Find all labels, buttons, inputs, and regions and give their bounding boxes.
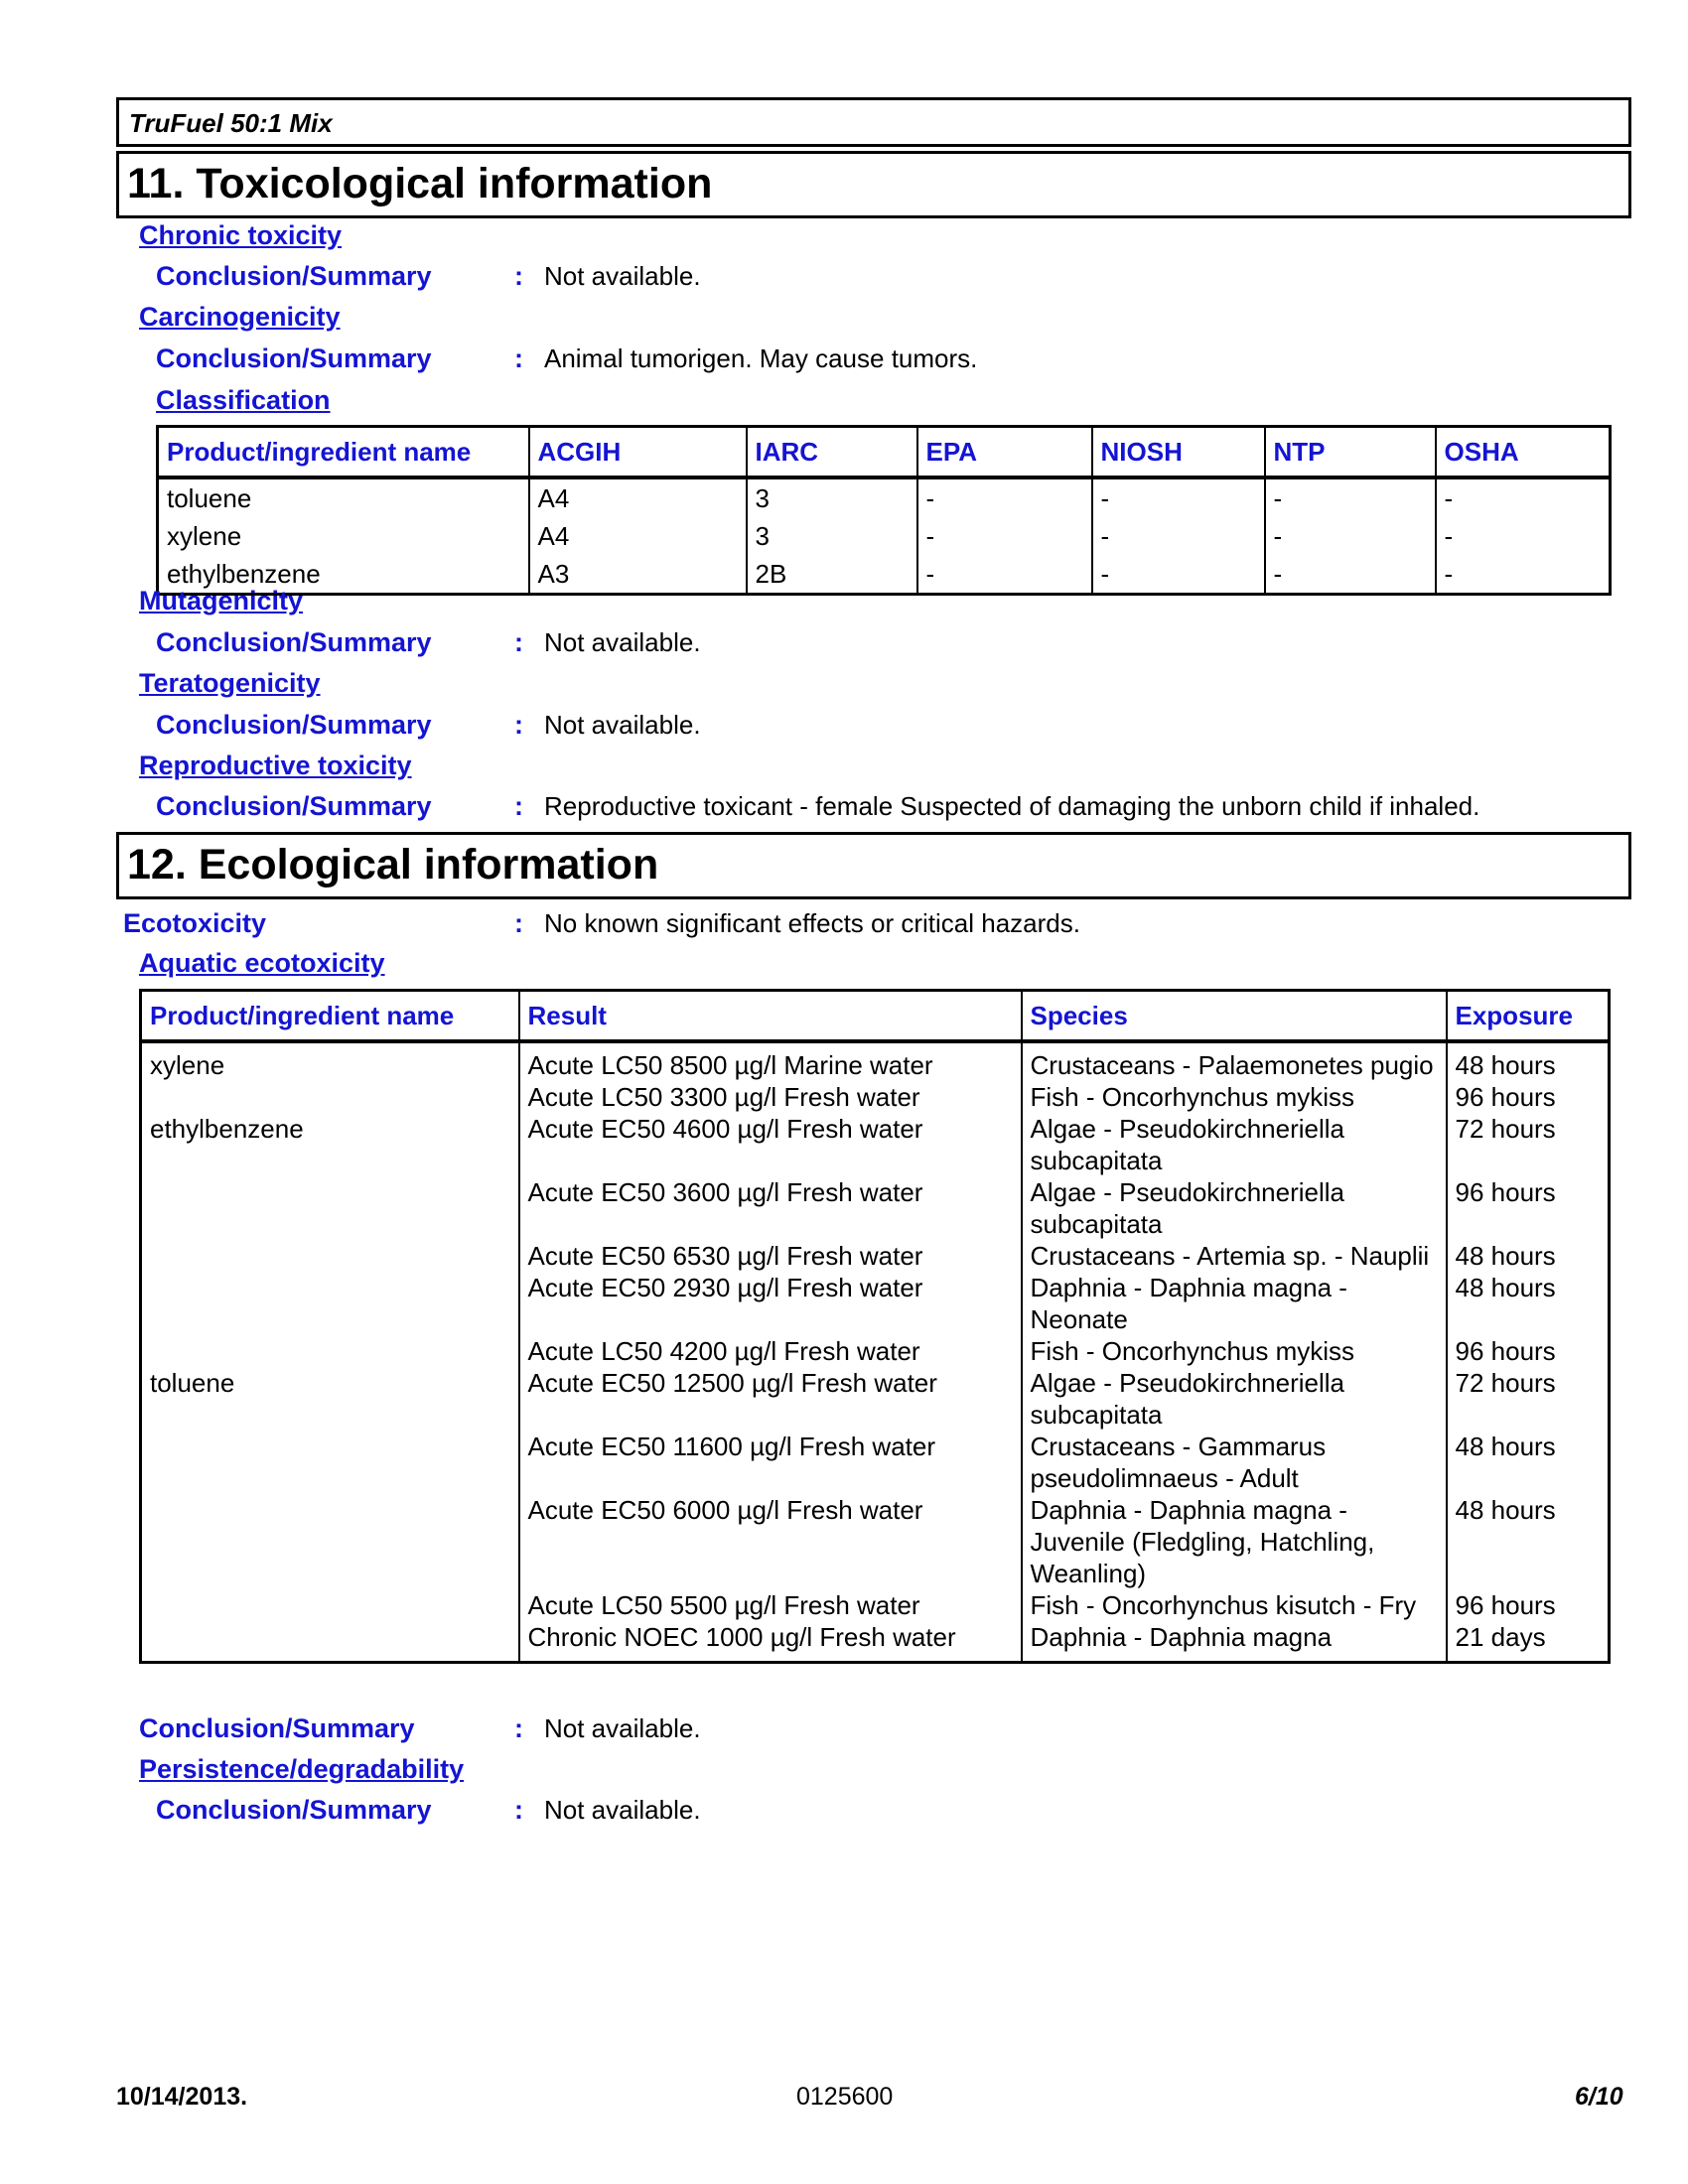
carcinogenicity-conclusion-value: Animal tumorigen. May cause tumors. bbox=[544, 343, 978, 373]
aquatic-row bbox=[141, 1335, 1610, 1367]
colon: : bbox=[514, 343, 523, 373]
aquatic-cell-name: toluene bbox=[150, 1368, 235, 1398]
col-header: EPA bbox=[917, 427, 1092, 478]
classification-table bbox=[156, 425, 1612, 596]
aquatic-cell-name bbox=[141, 1431, 519, 1494]
chronic-conclusion-value: Not available. bbox=[544, 261, 701, 291]
classification-cell: A4 bbox=[529, 478, 747, 517]
aquatic-cell-species: Crustaceans - Palaemonetes pugio bbox=[1022, 1041, 1447, 1081]
aquatic-cell-exposure: 21 days bbox=[1447, 1621, 1610, 1663]
aquatic-cell-name bbox=[141, 1081, 519, 1113]
aquatic-cell-name bbox=[141, 1335, 519, 1367]
teratogenicity-link[interactable]: Teratogenicity bbox=[139, 668, 321, 698]
aquatic-row bbox=[141, 1494, 1610, 1589]
aquatic-cell-species: Fish - Oncorhynchus mykiss bbox=[1022, 1335, 1447, 1367]
mutagenicity-conclusion-label: Conclusion/Summary bbox=[156, 627, 432, 657]
persistence-conclusion-label: Conclusion/Summary bbox=[156, 1795, 432, 1825]
aquatic-row bbox=[141, 1176, 1610, 1240]
section-11-header bbox=[116, 151, 1631, 218]
aquatic-cell-result: Acute EC50 3600 µg/l Fresh water bbox=[519, 1176, 1022, 1240]
aquatic-row bbox=[141, 1272, 1610, 1335]
classification-cell: - bbox=[1436, 517, 1611, 555]
mutagenicity-link[interactable]: Mutagenicity bbox=[139, 586, 304, 615]
classification-cell: - bbox=[1436, 555, 1611, 595]
aquatic-row bbox=[141, 1431, 1610, 1494]
colon: : bbox=[514, 791, 523, 821]
classification-cell: xylene bbox=[167, 521, 242, 551]
aquatic-cell-exposure: 48 hours bbox=[1447, 1240, 1610, 1272]
carcinogenicity-conclusion-label: Conclusion/Summary bbox=[156, 343, 432, 373]
classification-cell: - bbox=[1092, 478, 1265, 517]
aquatic-cell-exposure: 96 hours bbox=[1447, 1589, 1610, 1621]
classification-cell: - bbox=[1092, 517, 1265, 555]
aquatic-cell-exposure: 48 hours bbox=[1447, 1431, 1610, 1494]
classification-cell: - bbox=[1265, 478, 1436, 517]
classification-cell: 3 bbox=[747, 478, 917, 517]
aquatic-cell-exposure: 96 hours bbox=[1447, 1081, 1610, 1113]
aquatic-cell-result: Acute EC50 6000 µg/l Fresh water bbox=[519, 1494, 1022, 1589]
col-header: NIOSH bbox=[1092, 427, 1265, 478]
ecotoxicity-value: No known significant effects or critical hazards. bbox=[544, 908, 1080, 938]
aquatic-cell-result: Acute LC50 3300 µg/l Fresh water bbox=[519, 1081, 1022, 1113]
aquatic-cell-name: ethylbenzene bbox=[150, 1114, 304, 1144]
aquatic-row bbox=[141, 1081, 1610, 1113]
chronic-toxicity-link[interactable]: Chronic toxicity bbox=[139, 220, 343, 250]
aquatic-cell-exposure: 48 hours bbox=[1447, 1041, 1610, 1081]
reproductive-toxicity-link[interactable]: Reproductive toxicity bbox=[139, 751, 412, 780]
aquatic-cell-name bbox=[141, 1589, 519, 1621]
footer-date: 10/14/2013. bbox=[116, 2083, 248, 2111]
classification-row bbox=[158, 478, 1611, 517]
classification-cell: ethylbenzene bbox=[167, 559, 321, 589]
persistence-conclusion-value: Not available. bbox=[544, 1795, 701, 1825]
aquatic-row bbox=[141, 1367, 1610, 1431]
aquatic-cell-result: Acute EC50 11600 µg/l Fresh water bbox=[519, 1431, 1022, 1494]
teratogenicity-conclusion-value: Not available. bbox=[544, 710, 701, 740]
carcinogenicity-link[interactable]: Carcinogenicity bbox=[139, 302, 341, 332]
classification-cell: A4 bbox=[529, 517, 747, 555]
col-header: IARC bbox=[747, 427, 917, 478]
aquatic-row bbox=[141, 1589, 1610, 1621]
aquatic-cell-species: Algae - Pseudokirchneriella subcapitata bbox=[1022, 1113, 1447, 1176]
classification-link[interactable]: Classification bbox=[156, 385, 331, 415]
document-header bbox=[116, 97, 1631, 147]
aquatic-cell-name bbox=[141, 1272, 519, 1335]
aquatic-cell-exposure: 72 hours bbox=[1447, 1113, 1610, 1176]
footer-doc-id: 0125600 bbox=[796, 2083, 894, 2111]
classification-row bbox=[158, 517, 1611, 555]
classification-row bbox=[158, 555, 1611, 595]
section-12-title: 12. Ecological information bbox=[127, 841, 659, 888]
col-header: OSHA bbox=[1436, 427, 1611, 478]
persistence-link[interactable]: Persistence/degradability bbox=[139, 1754, 465, 1784]
aquatic-cell-exposure: 48 hours bbox=[1447, 1494, 1610, 1589]
classification-cell: - bbox=[917, 517, 1092, 555]
aquatic-cell-species: Fish - Oncorhynchus kisutch - Fry bbox=[1022, 1589, 1447, 1621]
colon: : bbox=[514, 1713, 523, 1743]
section-11-title: 11. Toxicological information bbox=[127, 160, 713, 207]
teratogenicity-conclusion-label: Conclusion/Summary bbox=[156, 710, 432, 740]
mutagenicity-conclusion-value: Not available. bbox=[544, 627, 701, 657]
ecotoxicity-label: Ecotoxicity bbox=[123, 908, 267, 938]
aquatic-cell-exposure: 48 hours bbox=[1447, 1272, 1610, 1335]
aquatic-cell-species: Daphnia - Daphnia magna - Juvenile (Fledgling, Hatchling, Weanling) bbox=[1022, 1494, 1447, 1589]
aquatic-cell-name bbox=[141, 1621, 519, 1663]
product-name: TruFuel 50:1 Mix bbox=[129, 108, 333, 138]
colon: : bbox=[514, 627, 523, 657]
chronic-conclusion-label: Conclusion/Summary bbox=[156, 261, 432, 291]
aquatic-row bbox=[141, 1113, 1610, 1176]
aquatic-row bbox=[141, 1621, 1610, 1663]
aquatic-cell-species: Daphnia - Daphnia magna - Neonate bbox=[1022, 1272, 1447, 1335]
aquatic-conclusion-label: Conclusion/Summary bbox=[139, 1713, 415, 1743]
aquatic-cell-result: Acute LC50 4200 µg/l Fresh water bbox=[519, 1335, 1022, 1367]
classification-cell: - bbox=[1265, 517, 1436, 555]
col-header: Product/ingredient name bbox=[141, 991, 519, 1042]
aquatic-cell-species: Daphnia - Daphnia magna bbox=[1022, 1621, 1447, 1663]
col-header: NTP bbox=[1265, 427, 1436, 478]
colon: : bbox=[514, 1795, 523, 1825]
section-12-header bbox=[116, 832, 1631, 899]
aquatic-cell-exposure: 96 hours bbox=[1447, 1335, 1610, 1367]
col-header: Species bbox=[1022, 991, 1447, 1042]
colon: : bbox=[514, 261, 523, 291]
aquatic-cell-species: Algae - Pseudokirchneriella subcapitata bbox=[1022, 1176, 1447, 1240]
aquatic-cell-name: xylene bbox=[150, 1050, 225, 1080]
classification-cell: A3 bbox=[529, 555, 747, 595]
aquatic-cell-species: Algae - Pseudokirchneriella subcapitata bbox=[1022, 1367, 1447, 1431]
col-header: Result bbox=[519, 991, 1022, 1042]
aquatic-row bbox=[141, 1041, 1610, 1081]
reproductive-conclusion-label: Conclusion/Summary bbox=[156, 791, 432, 821]
aquatic-cell-result: Acute EC50 12500 µg/l Fresh water bbox=[519, 1367, 1022, 1431]
col-header: ACGIH bbox=[529, 427, 747, 478]
classification-cell: - bbox=[1092, 555, 1265, 595]
col-header: Product/ingredient name bbox=[158, 427, 529, 478]
aquatic-cell-name bbox=[141, 1176, 519, 1240]
aquatic-cell-result: Acute LC50 5500 µg/l Fresh water bbox=[519, 1589, 1022, 1621]
classification-cell: 2B bbox=[747, 555, 917, 595]
aquatic-cell-species: Crustaceans - Gammarus pseudolimnaeus - Adult bbox=[1022, 1431, 1447, 1494]
classification-cell: - bbox=[917, 555, 1092, 595]
aquatic-cell-result: Chronic NOEC 1000 µg/l Fresh water bbox=[519, 1621, 1022, 1663]
classification-cell: - bbox=[917, 478, 1092, 517]
aquatic-ecotoxicity-table bbox=[139, 989, 1611, 1664]
aquatic-header-row bbox=[141, 991, 1610, 1042]
colon: : bbox=[514, 710, 523, 740]
aquatic-cell-result: Acute EC50 6530 µg/l Fresh water bbox=[519, 1240, 1022, 1272]
aquatic-cell-name bbox=[141, 1494, 519, 1589]
classification-cell: 3 bbox=[747, 517, 917, 555]
aquatic-cell-result: Acute EC50 4600 µg/l Fresh water bbox=[519, 1113, 1022, 1176]
classification-cell: - bbox=[1436, 478, 1611, 517]
aquatic-cell-exposure: 96 hours bbox=[1447, 1176, 1610, 1240]
aquatic-cell-exposure: 72 hours bbox=[1447, 1367, 1610, 1431]
classification-header-row bbox=[158, 427, 1611, 478]
aquatic-cell-name bbox=[141, 1240, 519, 1272]
aquatic-cell-species: Crustaceans - Artemia sp. - Nauplii bbox=[1022, 1240, 1447, 1272]
reproductive-conclusion-value: Reproductive toxicant - female Suspected of damaging the unborn child if inhaled. bbox=[544, 791, 1480, 821]
aquatic-cell-result: Acute EC50 2930 µg/l Fresh water bbox=[519, 1272, 1022, 1335]
aquatic-ecotoxicity-link[interactable]: Aquatic ecotoxicity bbox=[139, 948, 385, 978]
aquatic-cell-species: Fish - Oncorhynchus mykiss bbox=[1022, 1081, 1447, 1113]
classification-cell: toluene bbox=[167, 483, 252, 513]
classification-cell: - bbox=[1265, 555, 1436, 595]
colon: : bbox=[514, 908, 523, 938]
footer-page-number: 6/10 bbox=[1575, 2083, 1623, 2111]
aquatic-conclusion-value: Not available. bbox=[544, 1713, 701, 1743]
aquatic-cell-result: Acute LC50 8500 µg/l Marine water bbox=[519, 1041, 1022, 1081]
aquatic-row bbox=[141, 1240, 1610, 1272]
col-header: Exposure bbox=[1447, 991, 1610, 1042]
